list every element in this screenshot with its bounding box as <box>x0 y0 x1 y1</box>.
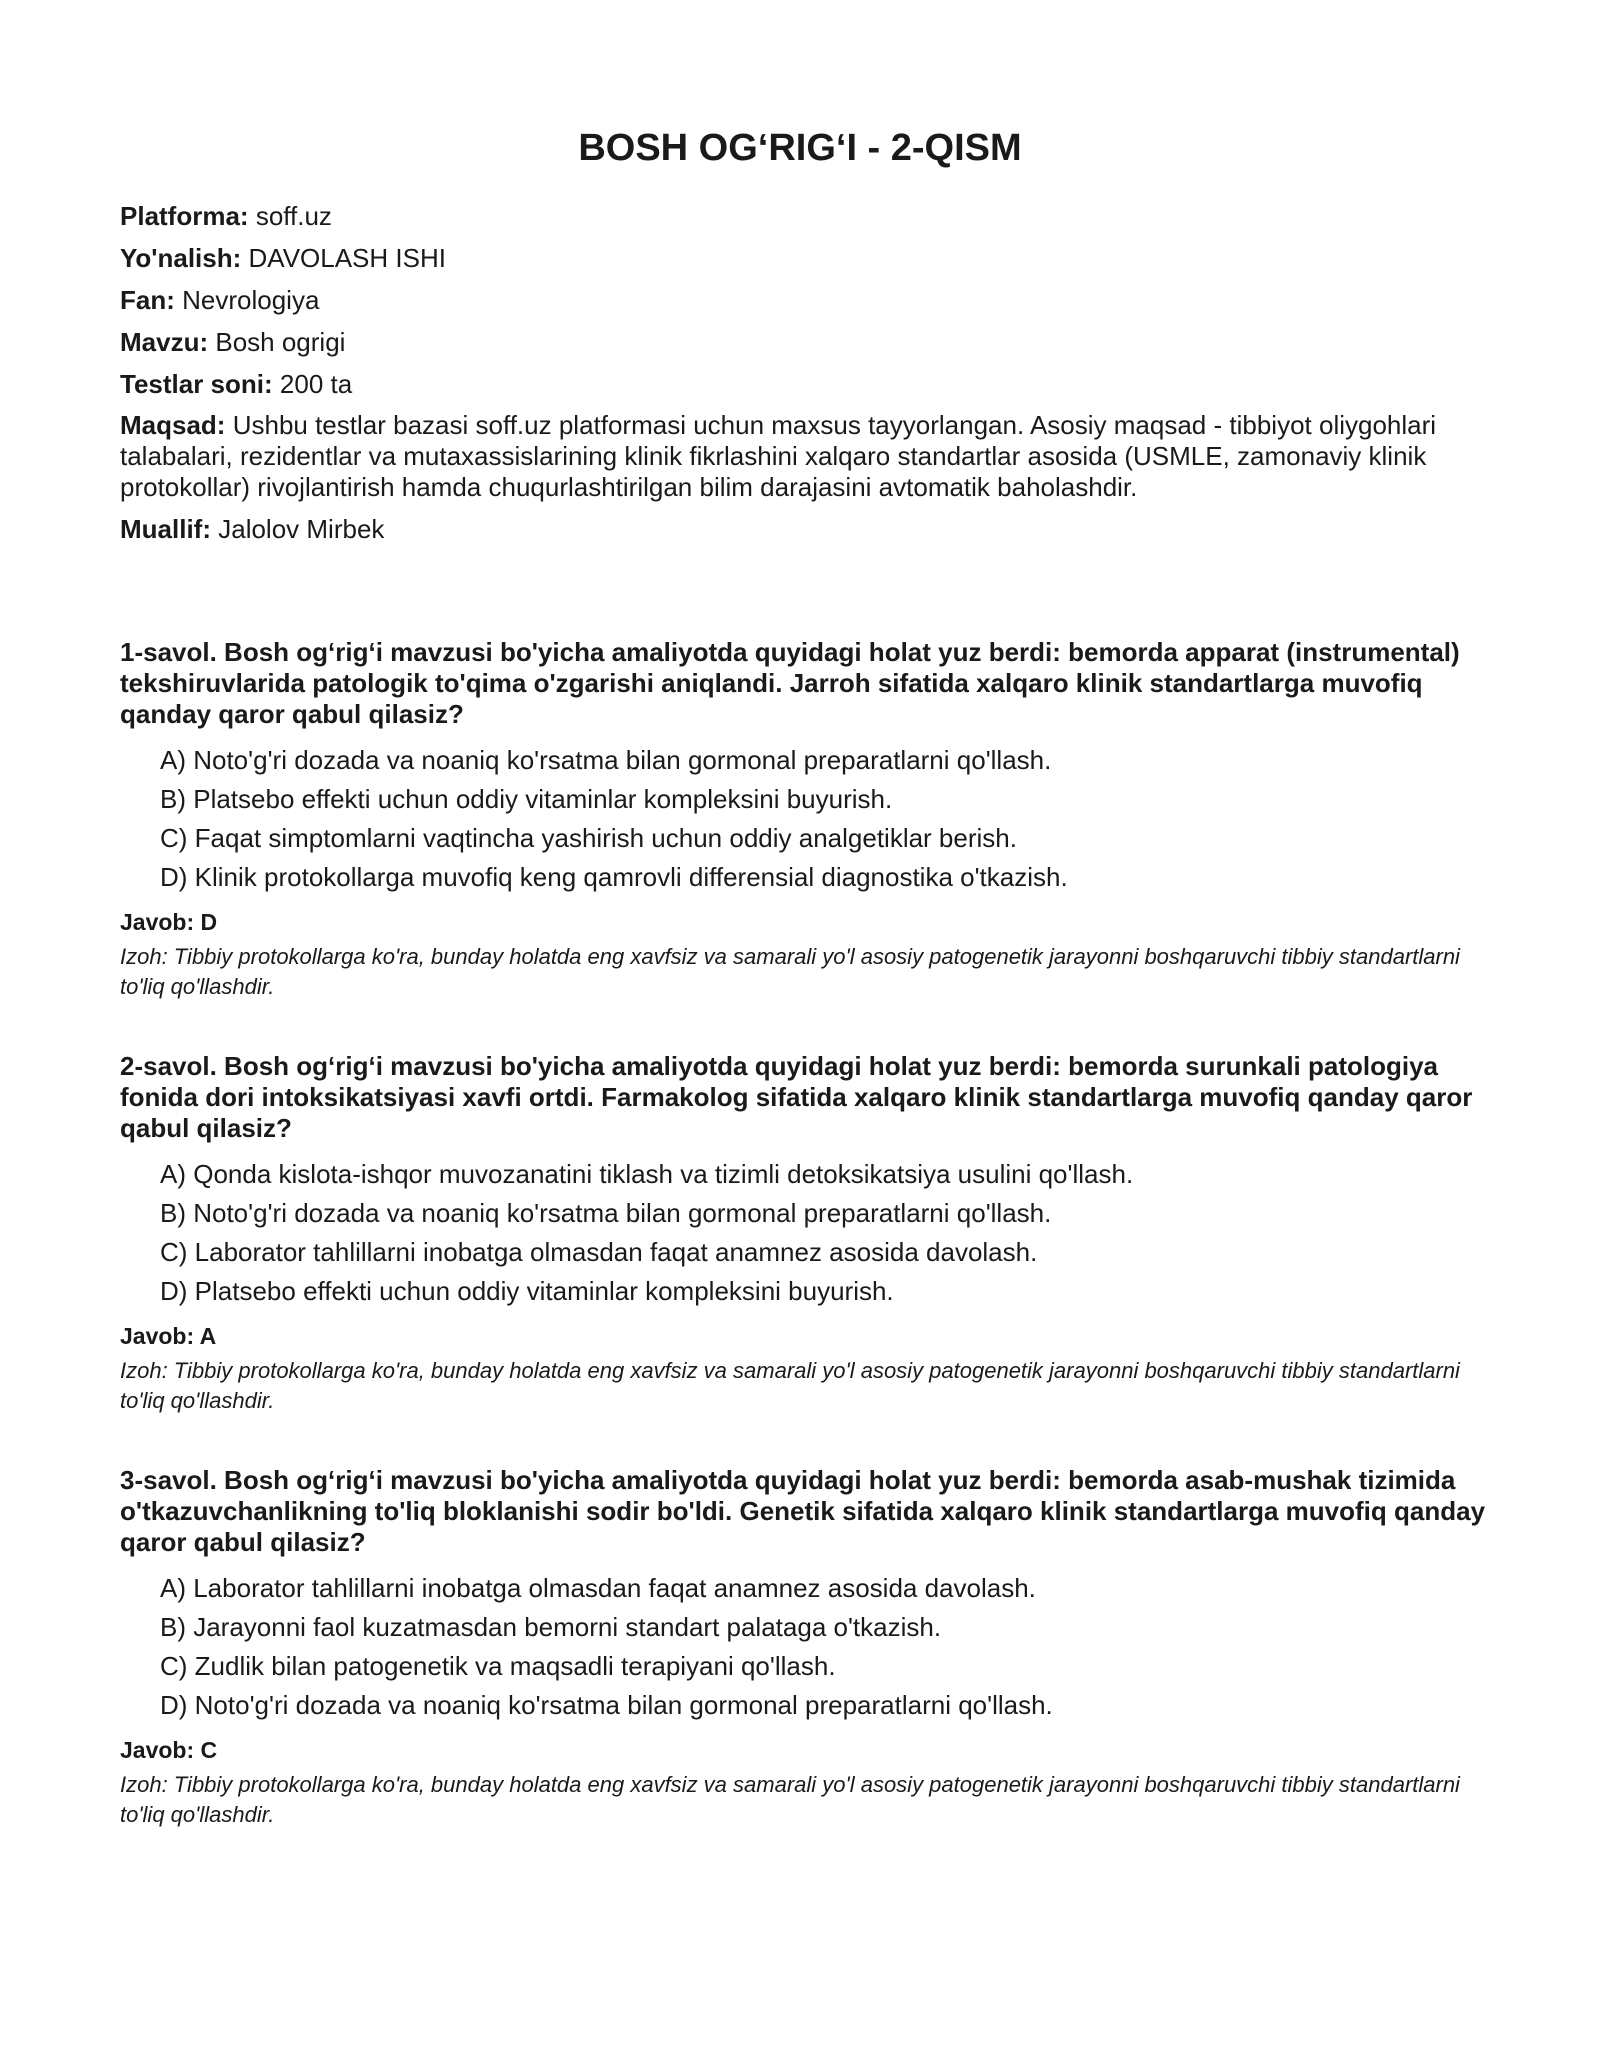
option-a: A) Laborator tahlillarni inobatga olmasdan faqat anamnez asosida davolash. <box>160 1573 1036 1603</box>
meta-label: Testlar soni: <box>120 369 273 399</box>
option-a: A) Noto'g'ri dozada va noaniq ko'rsatma bilan gormonal preparatlarni qo'llash. <box>160 745 1052 775</box>
explanation-note: Izoh: Tibbiy protokollarga ko'ra, bunday holatda eng xavfsiz va samarali yo'l asosiy patogenetik jarayonni boshqaruvchi tibbiy standartlarni to'liq qo'llashdir. <box>120 944 1460 999</box>
option-b: B) Noto'g'ri dozada va noaniq ko'rsatma bilan gormonal preparatlarni qo'llash. <box>160 1198 1052 1228</box>
question-text: 2-savol. Bosh og‘rig‘i mavzusi bo'yicha amaliyotda quyidagi holat yuz berdi: bemorda surunkali patologiya fonida dori intoksikatsiyasi xavfi ortdi. Farmakolog sifatida xalqaro klinik standartlarga muvofiq qanday qaror qabul qilasiz? <box>120 1051 1473 1143</box>
meta-purpose <box>120 410 1500 503</box>
meta-test-count <box>120 368 1500 400</box>
answer-label: Javob: A <box>120 1323 217 1349</box>
option-d: D) Platsebo effekti uchun oddiy vitaminlar kompleksini buyurish. <box>160 1276 894 1306</box>
meta-value: DAVOLASH ISHI <box>248 243 446 273</box>
answer-label: Javob: D <box>120 909 218 935</box>
document-title: BOSH OG‘RIG‘I - 2-QISM <box>578 127 1022 169</box>
option-b: B) Jarayonni faol kuzatmasdan bemorni standart palataga o'tkazish. <box>160 1612 942 1642</box>
option-d: D) Noto'g'ri dozada va noaniq ko'rsatma bilan gormonal preparatlarni qo'llash. <box>160 1690 1053 1720</box>
option-b: B) Platsebo effekti uchun oddiy vitaminlar kompleksini buyurish. <box>160 784 893 814</box>
option-a: A) Qonda kislota-ishqor muvozanatini tiklash va tizimli detoksikatsiya usulini qo'llash. <box>160 1159 1134 1189</box>
meta-subject <box>120 284 1500 316</box>
meta-label: Mavzu: <box>120 327 209 357</box>
question-block <box>120 1465 1500 1830</box>
meta-label: Fan: <box>120 285 175 315</box>
meta-direction <box>120 242 1500 274</box>
meta-value: Bosh ogrigi <box>215 327 346 357</box>
meta-value: soff.uz <box>255 201 332 231</box>
question-text: 3-savol. Bosh og‘rig‘i mavzusi bo'yicha amaliyotda quyidagi holat yuz berdi: bemorda asab-mushak tizimida o'tkazuvchanlikning to'liq bloklanishi sodir bo'ldi. Genetik sifatida xalqaro klinik standartlarga muvofiq qanday qaror qabul qilasiz? <box>120 1465 1486 1557</box>
option-d: D) Klinik protokollarga muvofiq keng qamrovli differensial diagnostika o'tkazish. <box>160 862 1068 892</box>
document-page <box>120 0 1500 1879</box>
question-block <box>120 637 1500 1002</box>
meta-author <box>120 513 1500 545</box>
options-list <box>120 744 1500 893</box>
questions-section <box>120 637 1500 1830</box>
meta-value: Ushbu testlar bazasi soff.uz platformasi uchun maxsus tayyorlangan. Asosiy maqsad - tibbiyot oliygohlari talabalari, rezidentlar va mutaxassislarining klinik fikrlashini xalqaro standartlar asosida (USMLE, zamonaviy klinik protokollar) rivojlantirish hamda chuqurlashtirilgan bilim darajasini avtomatik baholashdir. <box>120 410 1437 502</box>
meta-label: Yo'nalish: <box>120 243 242 273</box>
question-text: 1-savol. Bosh og‘rig‘i mavzusi bo'yicha amaliyotda quyidagi holat yuz berdi: bemorda apparat (instrumental) tekshiruvlarida patologik to'qima o'zgarishi aniqlandi. Jarroh sifatida xalqaro klinik standartlarga muvofiq qanday qaror qabul qilasiz? <box>120 637 1460 729</box>
meta-label: Maqsad: <box>120 410 226 440</box>
explanation-note: Izoh: Tibbiy protokollarga ko'ra, bunday holatda eng xavfsiz va samarali yo'l asosiy patogenetik jarayonni boshqaruvchi tibbiy standartlarni to'liq qo'llashdir. <box>120 1772 1460 1827</box>
option-c: C) Zudlik bilan patogenetik va maqsadli terapiyani qo'llash. <box>160 1651 836 1681</box>
option-c: C) Faqat simptomlarni vaqtincha yashirish uchun oddiy analgetiklar berish. <box>160 823 1017 853</box>
question-block <box>120 1051 1500 1416</box>
answer-label: Javob: C <box>120 1737 218 1763</box>
meta-platform <box>120 200 1500 232</box>
options-list <box>120 1158 1500 1307</box>
meta-label: Muallif: <box>120 514 211 544</box>
meta-value: 200 ta <box>279 369 353 399</box>
meta-label: Platforma: <box>120 201 249 231</box>
option-c: C) Laborator tahlillarni inobatga olmasdan faqat anamnez asosida davolash. <box>160 1237 1038 1267</box>
meta-value: Jalolov Mirbek <box>218 514 385 544</box>
meta-value: Nevrologiya <box>182 285 320 315</box>
meta-topic <box>120 326 1500 358</box>
options-list <box>120 1572 1500 1721</box>
metadata-section <box>120 200 1500 545</box>
explanation-note: Izoh: Tibbiy protokollarga ko'ra, bunday holatda eng xavfsiz va samarali yo'l asosiy patogenetik jarayonni boshqaruvchi tibbiy standartlarni to'liq qo'llashdir. <box>120 1358 1460 1413</box>
